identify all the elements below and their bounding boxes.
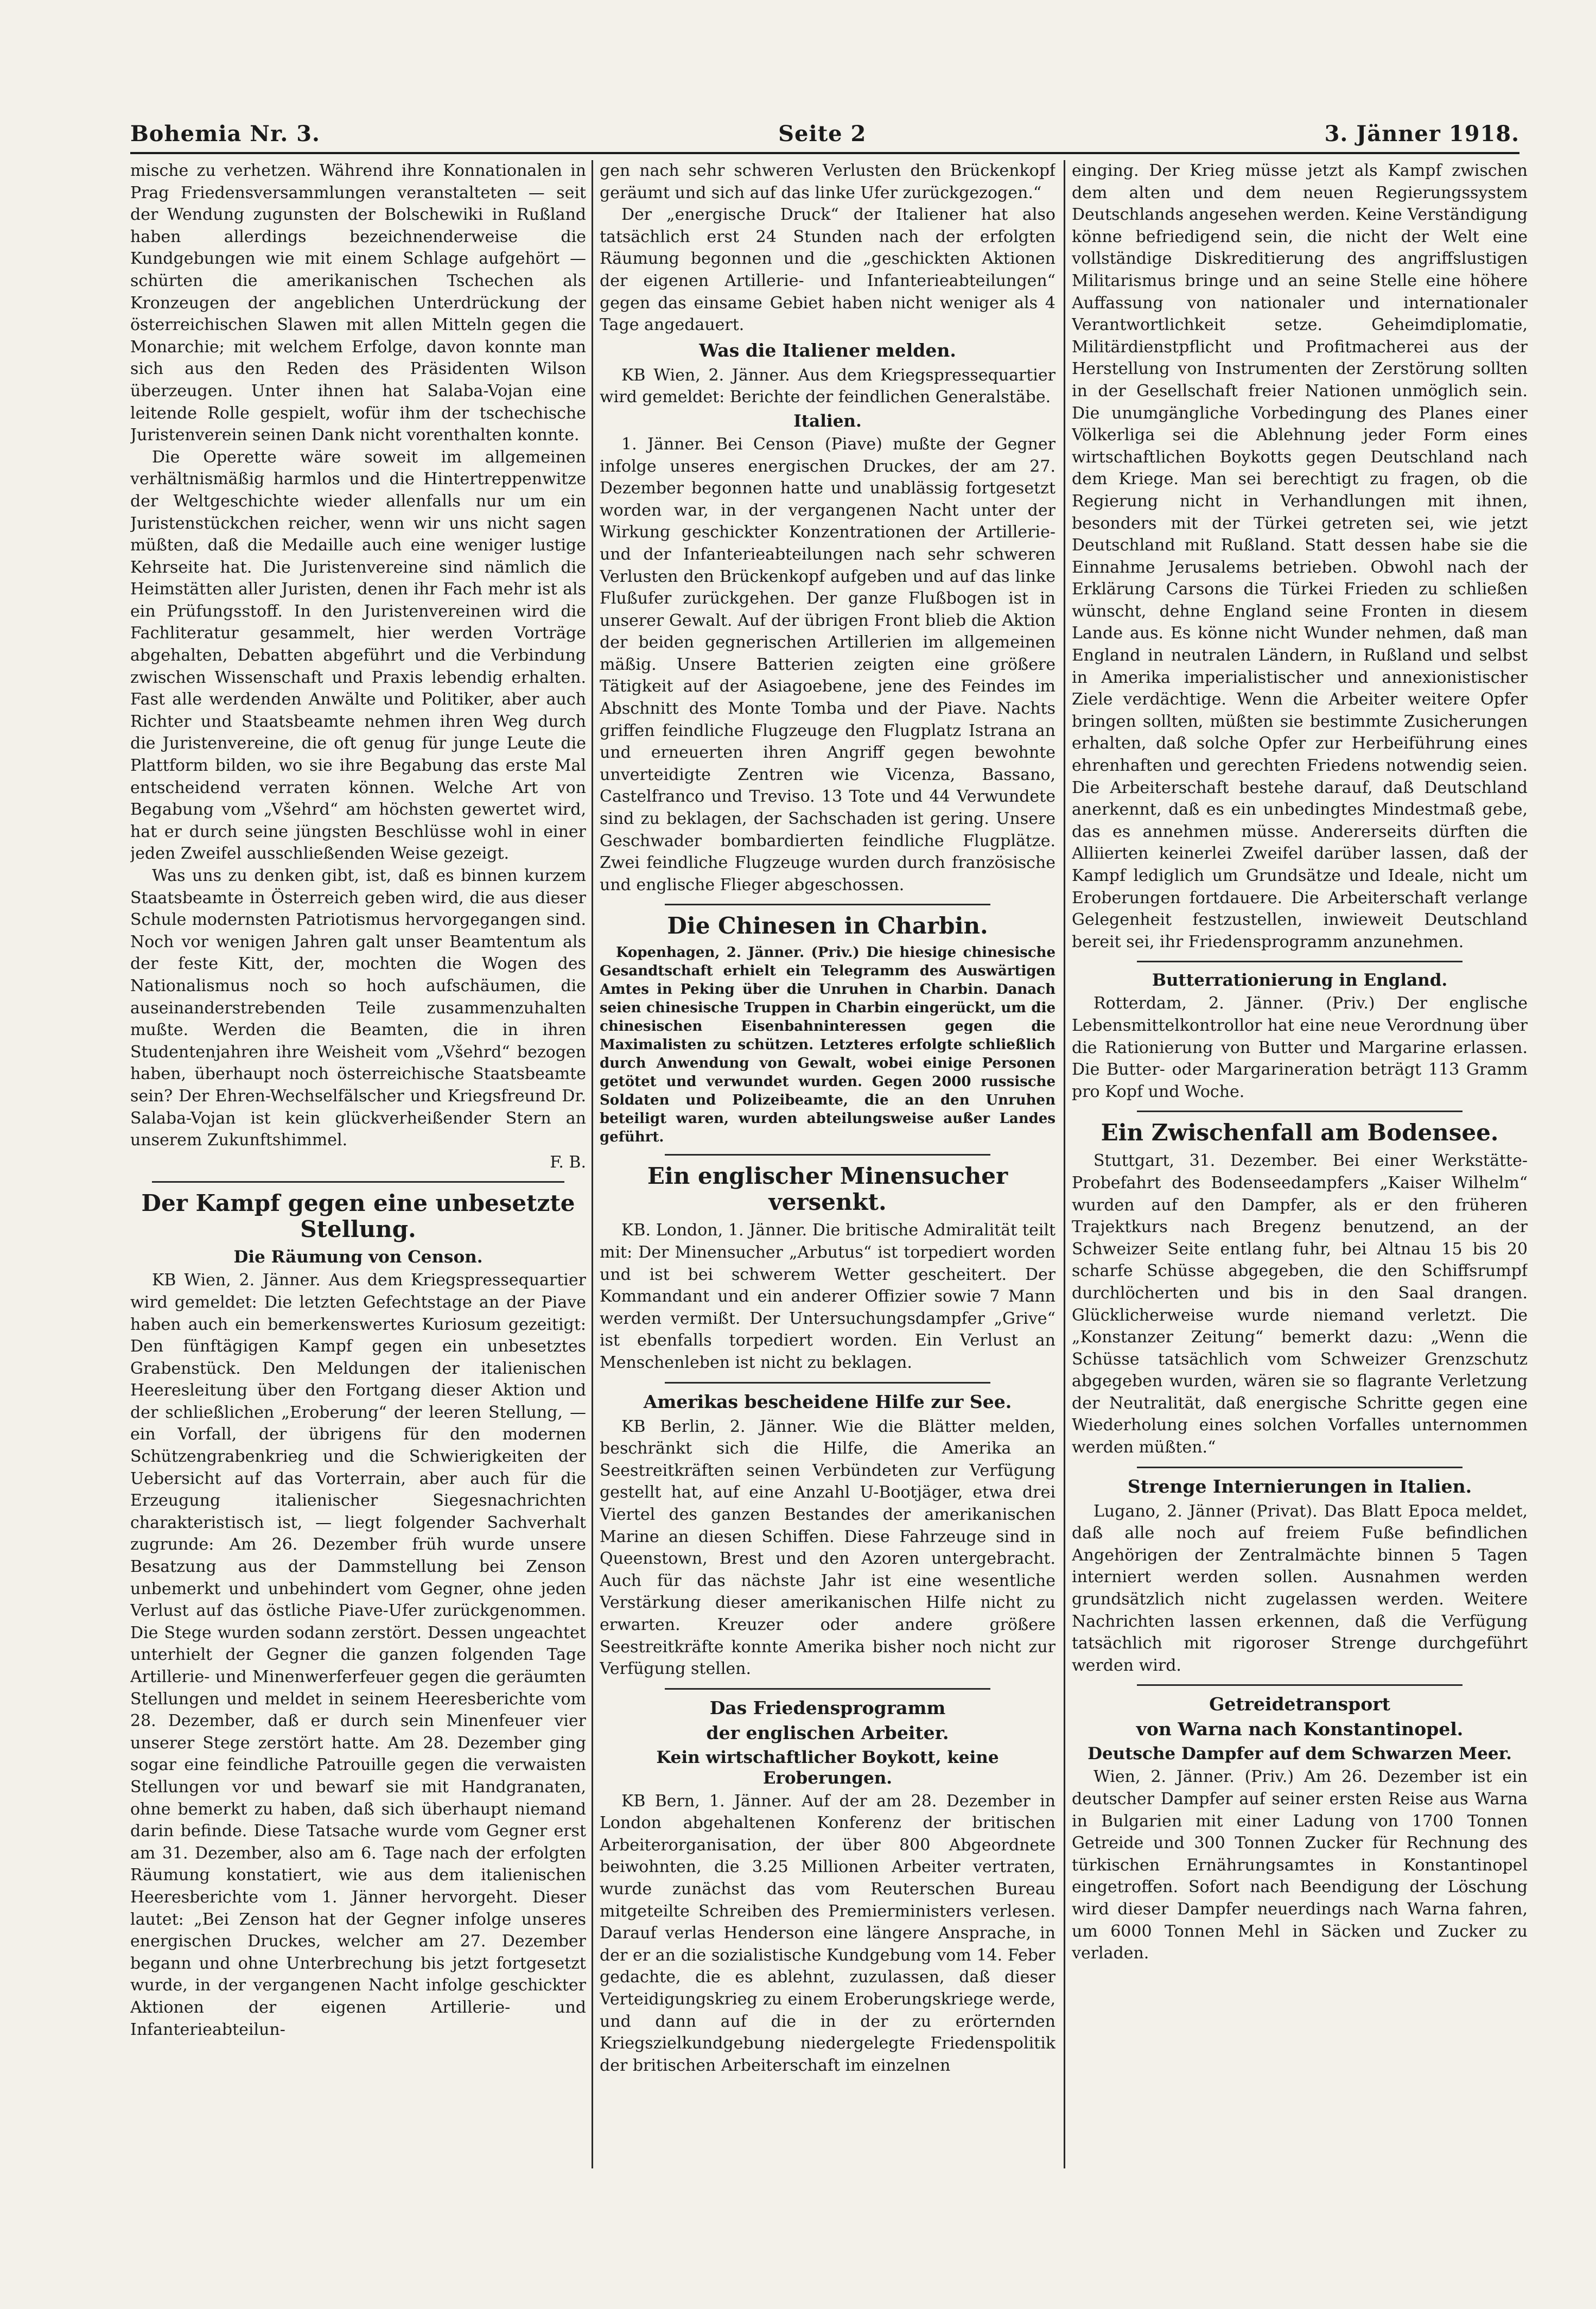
headline-amerika: Amerikas bescheidene Hilfe zur See. <box>643 1391 1012 1412</box>
header-publication: Bohemia Nr. 3. <box>130 121 320 147</box>
paragraph: Kopenhagen, 2. Jänner. (Priv.) Die hiesige chinesische Gesandtschaft erhielt ein Telegramm des Auswärtigen Amtes in Peking über die Unruhen in Charbin. Danach seien chinesische Truppen in Charbin eingerückt, um die chinesischen Eisenbahninteressen gegen die Maximalisten zu schützen. Letzteres erfolgte schließlich durch Anwendung von Gewalt, wobei einige Personen getötet und verwundet wurden. Gegen 2000 russische Soldaten und Polizeibeamte, die an den Unruhen beteiligt waren, wurden abteilungsweise außer Landes geführt. <box>600 944 1055 1146</box>
column-3 <box>1072 160 1528 2168</box>
headline-butter: Butterrationierung in England. <box>1152 970 1448 991</box>
paragraph: gen nach sehr schweren Verlusten den Brückenkopf geräumt und sich auf das linke Ufer zurückgezogen.“ <box>600 161 1055 202</box>
paragraph: KB. London, 1. Jänner. Die britische Admiralität teilt mit: Der Minensucher „Arbutus“ ist torpediert worden und ist bei schwerem Wetter gescheitert. Der Kommandant und ein anderer Offizier sowie 7 Mann werden vermißt. Der Untersuchungsdampfer „Grive“ ist ebenfalls torpediert worden. Ein Verlust an Menschenleben ist nicht zu beklagen. <box>600 1221 1055 1372</box>
paragraph: mische zu verhetzen. Während ihre Konnationalen in Prag Friedensversammlungen veranstalteten — seit der Wendung zugunsten der Bolschewiki in Rußland haben allerdings bezeichnenderweise die Kundgebungen wie mit einem Schlage aufgehört — schürten die amerikanischen Tschechen als Kronzeugen der angeblichen Unterdrückung der österreichischen Slawen mit allen Mitteln gegen die Monarchie; mit welchem Erfolge, davon konnte man sich aus den Reden des Präsidenten Wilson überzeugen. Unter ihnen hat Salaba-Vojan eine leitende Rolle gespielt, wofür ihm der tschechische Juristenverein seinen Dank nicht vorenthalten konnte. <box>130 161 586 445</box>
header-rule <box>130 152 1519 154</box>
column-rule <box>1064 160 1065 2168</box>
headline-minensucher: Ein englischer Minensucher versenkt. <box>647 1163 1008 1216</box>
paragraph: Rotterdam, 2. Jänner. (Priv.) Der englische Lebensmittelkontrollor hat eine neue Verordnung über die Rationierung von Butter und Margarine erlassen. Die Butter- oder Margarineration beträgt 113 Gramm pro Kopf und Woche. <box>1072 994 1528 1101</box>
page-header <box>130 109 1519 147</box>
header-date: 3. Jänner 1918. <box>1324 121 1519 147</box>
divider <box>665 1154 990 1156</box>
paragraph: Stuttgart, 31. Dezember. Bei einer Werkstätte-Probefahrt des Bodenseedampfers „Kaiser Wilhelm“ wurden auf den Dampfer, als er den früheren Trajektkurs nach Bregenz benutzend, an der Schweizer Seite entlang fuhr, bei Altnau 15 bis 20 scharfe Schüsse abgegeben, die den Schiffsrumpf durchlöcherten und bis in den Saal drangen. Glücklicherweise wurde niemand verletzt. Die „Konstanzer Zeitung“ bemerkt dazu: „Wenn die Schüsse tatsächlich vom Schweizer Grenzschutz abgegeben wurden, wären sie so flagrante Verletzung der Neutralität, daß energische Schritte gegen eine Wiederholung eines solchen Vorfalles unternommen werden müßten.“ <box>1072 1151 1528 1457</box>
column-2 <box>600 160 1055 2168</box>
column-rule <box>592 160 593 2168</box>
divider <box>665 904 990 905</box>
paragraph: Wien, 2. Jänner. (Priv.) Am 26. Dezember ist ein deutscher Dampfer auf seiner ersten Reise aus Warna in Bulgarien mit einer Ladung von 1700 Tonnen Getreide und 300 Tonnen Zucker für Rechnung des türkischen Ernährungsamtes in Konstantinopel eingetroffen. Sofort nach Beendigung der Löschung wird dieser Dampfer neuerdings nach Warna fahren, um 6000 Tonnen Mehl in Säcken und Zucker zu verladen. <box>1072 1767 1528 1963</box>
signature: F. B. <box>550 1152 586 1172</box>
paragraph: einging. Der Krieg müsse jetzt als Kampf zwischen dem alten und dem neuen Regierungssystem Deutschlands angesehen werden. Keine Verständigung könne befriedigend sein, die nicht der Welt eine vollständige Diskreditierung des angriffslustigen Militarismus bringe und an seine Stelle eine höhere Auffassung von nationaler und internationaler Verantwortlichkeit setze. Geheimdiplomatie, Militärdienstpflicht und Profitmacherei aus der Herstellung von Instrumenten der Zerstörung sollten in der Gesellschaft freier Nationen unmöglich sein. Die unumgängliche Vorbedingung des Planes einer Völkerliga sei die Ablehnung jeder Form eines wirtschaftlichen Boykotts gegen Deutschland nach dem Kriege. Man sei berechtigt zu fragen, ob die Regierung nicht in Verhandlungen mit ihnen, besonders mit der Türkei getreten sei, wie jetzt Deutschland mit Rußland. Statt dessen habe sie die Einnahme Jerusalems betrieben. Obwohl nach der Erklärung Carsons die Türkei Frieden zu schließen wünscht, dehne England seine Fronten in diesem Lande aus. Es könne nicht Wunder nehmen, daß man England in neutralen Ländern, in Rußland und selbst in Amerika imperialistischer und annexionistischer Ziele verdächtige. Wenn die Arbeiter weitere Opfer bringen sollten, müßten sie bestimmte Zusicherungen erhalten, daß solche Opfer zur Herbeiführung eines ehrenhaften und gerechten Friedens notwendig seien. Die Arbeiterschaft bestehe darauf, daß Deutschland anerkennt, daß es ein unbedingtes Mindestmaß gebe, das es annehmen müsse. Andererseits dürften die Alliierten keinerlei Zweifel darüber lassen, daß der Kampf lediglich um Grundsätze und Ideale, nicht um Eroberungen fortdauere. Die Arbeiterschaft verlange Gelegenheit festzustellen, inwieweit Deutschland bereit sei, ihr Friedensprogramm anzunehmen. <box>1072 161 1528 951</box>
paragraph: Der „energische Druck“ der Italiener hat also tatsächlich erst 24 Stunden nach der erfolgten Räumung begonnen und die „geschickten Aktionen der eigenen Artillerie- und Infanterieabteilungen“ gegen das einsame Gebiet haben nicht weniger als 4 Tage angedauert. <box>600 205 1055 335</box>
headline-getreide: Getreidetransport <box>1209 1693 1390 1715</box>
divider <box>1137 1467 1463 1468</box>
column-1 <box>130 160 586 2168</box>
headline-internierungen: Strenge Internierungen in Italien. <box>1127 1475 1472 1497</box>
headline-italiener: Was die Italiener melden. <box>699 339 956 361</box>
paragraph: KB Wien, 2. Jänner. Aus dem Kriegspressequartier wird gemeldet: Die letzten Gefechtstage an der Piave haben auch ein bemerkenswertes Kuriosum gezeitigt: Den fünftägigen Kampf gegen ein unbesetztes Grabenstück. Den Meldungen der italienischen Heeresleitung über den Fortgang dieser Aktion und der schließlichen „Eroberung“ der leeren Stellung, — ein Vorfall, der übrigens für den modernen Schützengrabenkrieg und die Schwierigkeiten der Uebersicht auf das Vorterrain, aber auch für die Erzeugung italienischer Siegesnachrichten charakteristisch ist, — liegt folgender Sachverhalt zugrunde: Am 26. Dezember früh wurde unsere Besatzung aus der Dammstellung bei Zenson unbemerkt und unbehindert vom Gegner, ohne jeden Verlust auf das östliche Piave-Ufer zurückgenommen. Die Stege wurden sodann zerstört. Dessen ungeachtet unterhielt der Gegner die ganzen folgenden Tage Artillerie- und Minenwerferfeuer gegen die geräumten Stellungen und meldet in seinem Heeresberichte vom 28. Dezember, daß er durch sein Minenfeuer vier unserer Stege zerstört hatte. Am 28. Dezember ging sogar eine feindliche Patrouille gegen die verwaisten Stellungen vor und bewarf sie mit Handgranaten, ohne bemerkt zu haben, daß sich überhaupt niemand darin befinde. Diese Tatsache wurde vom Gegner erst am 31. Dezember, also am 6. Tage nach der erfolgten Räumung konstatiert, wie aus dem italienischen Heeresberichte vom 1. Jänner hervorgeht. Dieser lautet: „Bei Zenson hat der Gegner infolge unseres energischen Druckes, welcher am 27. Dezember begann und ohne Unterbrechung bis jetzt fortgesetzt wurde, in der vergangenen Nacht infolge geschickter Aktionen der eigenen Artillerie- und Infanterieabteilun- <box>130 1271 586 2039</box>
paragraph: KB Wien, 2. Jänner. Aus dem Kriegspressequartier wird gemeldet: Berichte der feindlichen Generalstäbe. <box>600 365 1055 407</box>
header-page-number: Seite 2 <box>778 121 867 147</box>
headline-chinesen: Die Chinesen in Charbin. <box>667 912 988 940</box>
divider <box>1137 1684 1463 1686</box>
divider <box>665 1382 990 1384</box>
divider <box>1137 1111 1463 1112</box>
subheadline-italien: Italien. <box>793 411 862 431</box>
subheadline-friedensprogramm: Kein wirtschaftlicher Boykott, keine Eroberungen. <box>656 1747 999 1788</box>
subheadline-getreide: Deutsche Dampfer auf dem Schwarzen Meer. <box>1088 1744 1512 1764</box>
paragraph: KB Berlin, 2. Jänner. Wie die Blätter melden, beschränkt sich die Hilfe, die Amerika an Seestreitkräften seinen Verbündeten zur Verfügung gestellt hat, auf eine Anzahl U-Bootjäger, etwa drei Viertel des ganzen Bestandes der amerikanischen Marine an diesen Schiffen. Diese Fahrzeuge sind in Queenstown, Brest und den Azoren untergebracht. Auch für das nächste Jahr ist eine wesentliche Verstärkung dieser amerikanischen Hilfe nicht zu erwarten. Kreuzer oder andere größere Seestreitkräfte konnte Amerika bisher noch nicht zur Verfügung stellen. <box>600 1417 1055 1679</box>
subheadline-kampf: Die Räumung von Censon. <box>233 1247 483 1267</box>
headline-friedensprogramm: Das Friedensprogramm <box>709 1697 946 1718</box>
paragraph: Was uns zu denken gibt, ist, daß es binnen kurzem Staatsbeamte in Österreich geben wird, die aus dieser Schule modernsten Patriotismus hervorgegangen sind. Noch vor wenigen Jahren galt unser Beamtentum als der feste Kitt, der, mochten die Wogen des Nationalismus noch so hoch aufschäumen, die auseinanderstrebenden Teile zusammenzuhalten mußte. Werden die Beamten, die in ihren Studentenjahren ihre Weisheit vom „Všehrd“ bezogen haben, überhaupt noch österreichische Staatsbeamte sein? Der Ehren-Wechselfälscher und Kriegsfreund Dr. Salaba-Vojan ist kein glückverheißender Stern an unserem Zukunftshimmel. <box>130 866 586 1150</box>
divider <box>665 1688 990 1690</box>
headline-friedensprogramm-2: der englischen Arbeiter. <box>706 1722 949 1743</box>
headline-bodensee: Ein Zwischenfall am Bodensee. <box>1101 1119 1499 1146</box>
headline-kampf: Der Kampf gegen eine unbesetzte Stellung. <box>141 1190 575 1243</box>
paragraph: 1. Jänner. Bei Censon (Piave) mußte der Gegner infolge unseres energischen Druckes, der am 27. Dezember begonnen hatte und unablässig fortgesetzt worden war, in der vergangenen Nacht unter der Wirkung geschickter Konzentrationen der Artillerie- und der Infanterieabteilungen nach sehr schweren Verlusten den Brückenkopf aufgeben und auf das linke Flußufer zurückgehen. Der ganze Flußbogen ist in unserer Gewalt. Auf der übrigen Front blieb die Aktion der beiden gegnerischen Artillerien im allgemeinen mäßig. Unsere Batterien zeigten eine größere Tätigkeit auf der Asiagoebene, jene des Feindes im Abschnitt des Monte Tomba und der Piave. Nachts griffen feindliche Flugzeuge den Flugplatz Istrana an und erneuerten ihren Angriff gegen bewohnte unverteidigte Zentren wie Vicenza, Bassano, Castelfranco und Treviso. 13 Tote und 44 Verwundete sind zu beklagen, der Sachschaden ist gering. Unsere Geschwader bombardierten feindliche Flugplätze. Zwei feindliche Flugzeuge wurden durch französische und englische Flieger abgeschossen. <box>600 434 1055 895</box>
paragraph: KB Bern, 1. Jänner. Auf der am 28. Dezember in London abgehaltenen Konferenz der britischen Arbeiterorganisation, der über 800 Abgeordnete beiwohnten, die 3.25 Millionen Arbeiter vertraten, wurde zunächst das vom Reuterschen Bureau mitgeteilte Schreiben des Premierministers verlesen. Darauf verlas Henderson eine längere Ansprache, in der er an die sozialistische Kundgebung vom 14. Feber gedachte, die es ablehnt, zuzulassen, daß dieser Verteidigungskrieg zu einem Eroberungskriege werde, und dann auf die in der zu erörternden Kriegszielkundgebung niedergelegte Friedenspolitik der britischen Arbeiterschaft im einzelnen <box>600 1791 1055 2075</box>
paragraph: Lugano, 2. Jänner (Privat). Das Blatt Epoca meldet, daß alle noch auf freiem Fuße befindlichen Angehörigen der Zentralmächte binnen 5 Tagen interniert werden sollen. Ausnahmen werden grundsätzlich nicht zugelassen werden. Weitere Nachrichten lassen erkennen, daß die Verfügung tatsächlich mit rigoroser Strenge durchgeführt werden wird. <box>1072 1501 1528 1675</box>
divider <box>1137 961 1463 962</box>
headline-getreide-2: von Warna nach Konstantinopel. <box>1136 1718 1464 1740</box>
paragraph: Die Operette wäre soweit im allgemeinen verhältnismäßig harmlos und die Hintertreppenwitze der Weltgeschichte wieder allenfalls nur um ein Juristenstückchen reicher, wenn wir uns nicht sagen müßten, daß die Medaille auch eine weniger lustige Kehrseite hat. Die Juristenvereine sind nämlich die Heimstätten aller Juristen, denen ihr Fach mehr ist als ein Prüfungsstoff. In den Juristenvereinen wird die Fachliteratur gesammelt, hier werden Vorträge abgehalten, Debatten abgeführt und die Verbindung zwischen Wissenschaft und Praxis lebendig erhalten. Fast alle werdenden Anwälte und Politiker, aber auch Richter und Staatsbeamte nehmen ihren Weg durch die Juristenvereine, die oft genug für junge Leute die Plattform bilden, wo sie ihre Begabung das erste Mal entscheidend verraten können. Welche Art von Begabung vom „Všehrd“ am höchsten gewertet wird, hat er durch seine jüngsten Beschlüsse wohl in einer jeden Zweifel ausschließenden Weise gezeigt. <box>130 447 586 864</box>
divider <box>152 1181 564 1183</box>
